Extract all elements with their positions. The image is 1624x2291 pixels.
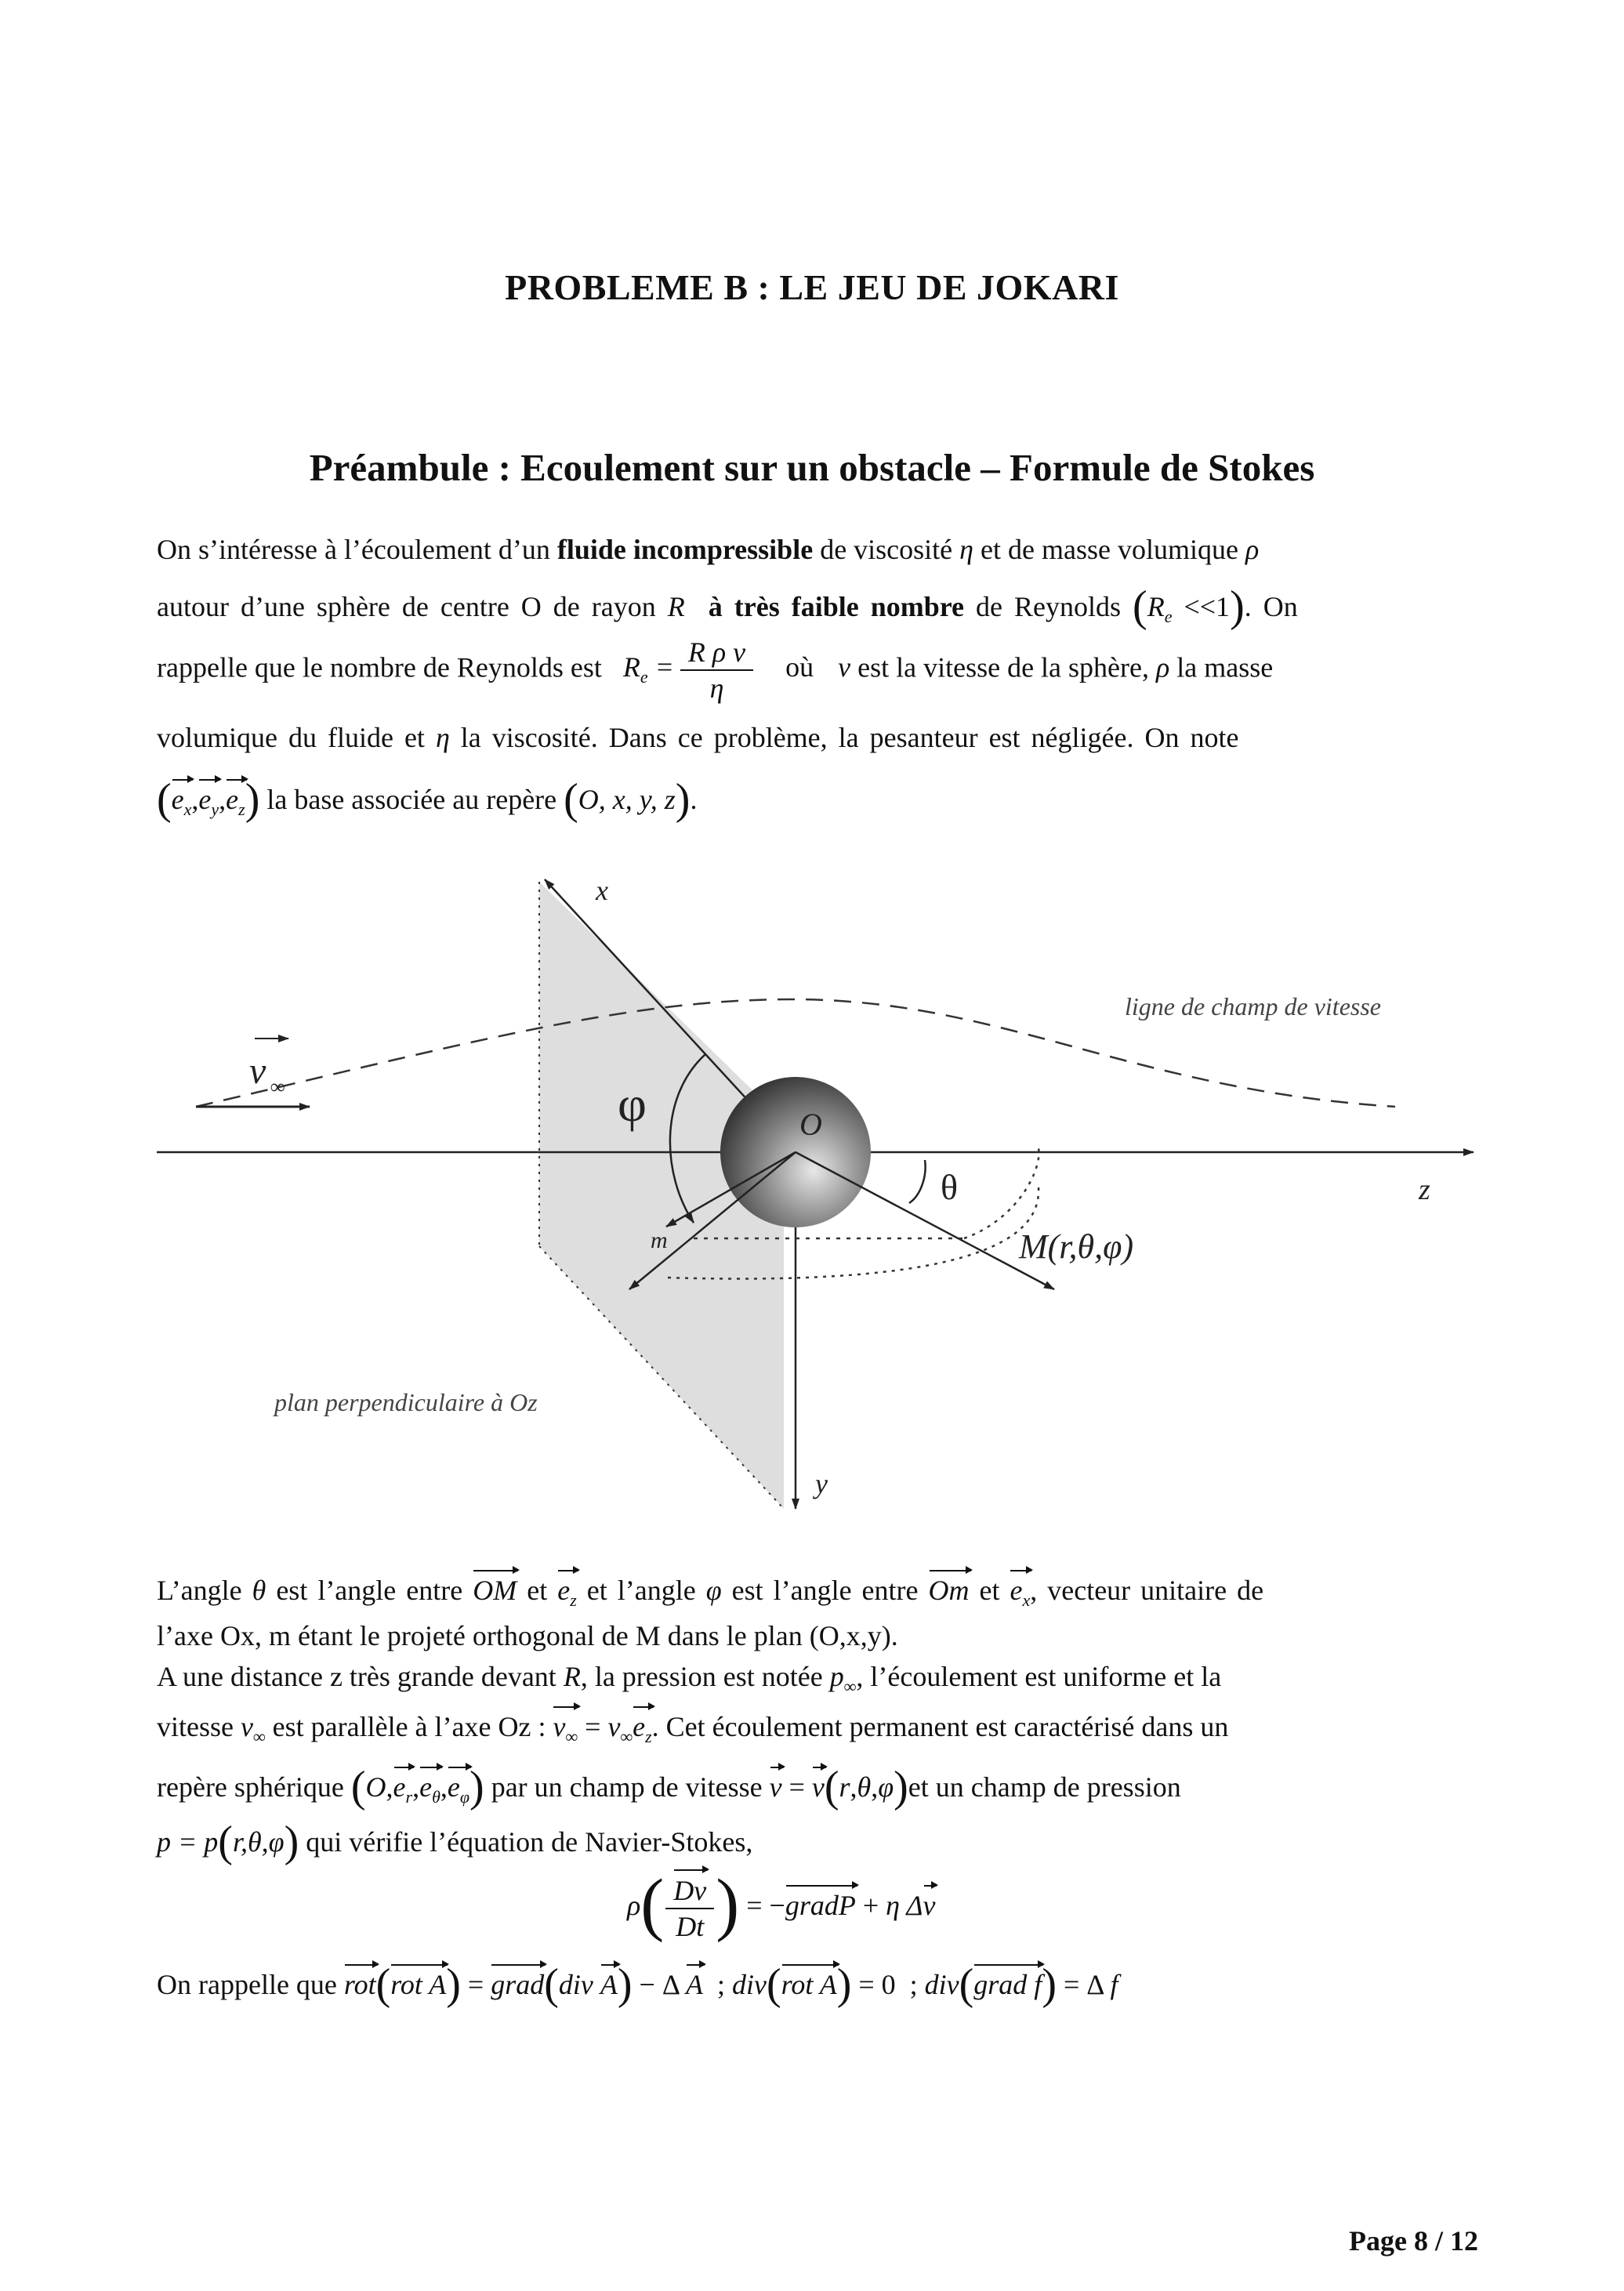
symbol-eta: η [959, 534, 974, 565]
text: de Reynolds [964, 591, 1133, 622]
problem-title: PROBLEME B : LE JEU DE JOKARI [505, 267, 1119, 307]
text: volumique du fluide et [157, 722, 425, 753]
text: On rappelle que [157, 1969, 337, 2000]
text: et [527, 1575, 548, 1606]
symbol-R: R [563, 1661, 581, 1692]
text: On s’intéresse à l’écoulement d’un [157, 534, 557, 565]
text: repère sphérique [157, 1771, 344, 1803]
spherical-basis: $(O,e_r,e_\theta,e_\varphi)$ [350, 1763, 484, 1811]
origin-label: O [799, 1107, 822, 1142]
text-bold: fluide incompressible [556, 534, 814, 565]
text: est l’angle entre [276, 1575, 463, 1606]
plane-label: plan perpendiculaire à Oz [274, 1388, 538, 1416]
section-title: Préambule : Ecoulement sur un obstacle – Formule de Stokes [309, 446, 1315, 489]
intro-line-1 [157, 533, 1259, 566]
stokes-flow-figure [0, 854, 1624, 1544]
text: où [785, 651, 814, 683]
projection-arc [964, 1148, 1039, 1238]
text: rappelle que le nombre de Reynolds est [157, 651, 602, 683]
velocity-field: v = v(r,θ,φ) [769, 1763, 908, 1811]
vector-ez: $e_z$ [557, 1575, 577, 1611]
text: . Cet écoulement permanent est caractérisé dans un [651, 1711, 1229, 1742]
v-inf-label: v [249, 1050, 266, 1092]
page-number: Page 8 / 12 [1349, 2225, 1478, 2257]
text: et un champ de pression [908, 1771, 1181, 1803]
intro-line-2 [157, 582, 1298, 632]
pressure-field: p = p(r,θ,φ) [157, 1818, 299, 1866]
text-bold: à très faible nombre [708, 591, 965, 622]
text: et de masse volumique [973, 534, 1245, 565]
symbol-eta: η [435, 722, 450, 753]
symbol-rho: ρ [1245, 534, 1260, 565]
text: , la pression est notée [580, 1661, 823, 1692]
phi-label: φ [618, 1076, 647, 1132]
reynolds-fraction: $\frac{\text{R ρ v}}{\eta}$ [680, 635, 753, 705]
intro-line-3 [157, 635, 1273, 705]
body-line-7 [157, 1959, 1118, 2010]
axis-x-label: x [596, 875, 608, 906]
theta-arc [909, 1160, 926, 1203]
text: , l’écoulement est uniforme et la [856, 1661, 1222, 1692]
symbol-R: R [667, 591, 685, 622]
symbol-p-inf: $p_\infty$ [829, 1661, 857, 1697]
streamline-label: ligne de champ de vitesse [1125, 992, 1381, 1020]
body-line-1 [157, 1574, 1263, 1611]
text: est l’angle entre [731, 1575, 919, 1606]
equation-v-inf: $v_\infty = v_\infty e_z$ [553, 1711, 652, 1747]
text: et [979, 1575, 1000, 1606]
body-line-2: l’axe Ox, m étant le projeté orthogonal de M dans le plan (O,x,y). [157, 1620, 898, 1651]
intro-line-5: $(e_x,e_y,e_z)$ la base associée au repère (O, x, y, z). [157, 775, 698, 824]
reynolds-condition: $(R_e <<1)$ [1133, 582, 1245, 631]
text: par un champ de vitesse [491, 1771, 763, 1803]
navier-stokes-equation: ρ( $\frac{Dv}{Dt}$ ) = −gradP + η Δv [627, 1865, 936, 1943]
body-line-5 [157, 1762, 1181, 1812]
text: est parallèle à l’axe Oz : [272, 1711, 546, 1742]
symbol-v-inf: $v_\infty$ [240, 1711, 266, 1747]
theta-label: θ [941, 1167, 959, 1207]
frame-O-x-y-z: (O, x, y, z) [564, 775, 691, 824]
point-m-label: m [651, 1227, 668, 1253]
text: la viscosité. Dans ce problème, la pesanteur est négligée. On note [460, 722, 1239, 753]
axis-z-label: z [1419, 1173, 1430, 1206]
body-line-6 [157, 1817, 752, 1867]
symbol-Re: $R_e$ = [622, 651, 674, 687]
text: la base associée au repère [266, 784, 557, 815]
basis-vectors: $(e_x,e_y,e_z)$ [157, 775, 260, 824]
text: qui vérifie l’équation de Navier-Stokes, [306, 1826, 753, 1858]
symbol-rho: ρ [1156, 651, 1170, 683]
body-line-3 [157, 1660, 1221, 1697]
vector-Om: Om [928, 1575, 970, 1606]
symbol-v: v [838, 651, 851, 683]
text: la masse [1176, 651, 1274, 683]
symbol-theta: θ [252, 1575, 266, 1606]
text: et l’angle [586, 1575, 696, 1606]
vector-OM: OM [473, 1575, 517, 1606]
text: L’angle [157, 1575, 242, 1606]
body-line-4 [157, 1710, 1228, 1747]
text: , vecteur unitaire de [1030, 1575, 1264, 1606]
text: de viscosité [813, 534, 960, 565]
v-inf-subscript: ∞ [270, 1075, 285, 1098]
vector-identities: rot(rot A) = grad(div A) − Δ A ; div(rot A) = 0 ; div(grad f) = Δ f [343, 1960, 1118, 2009]
axis-y-label: y [815, 1468, 828, 1499]
text: vitesse [157, 1711, 234, 1742]
text: A une distance z très grande devant [157, 1661, 556, 1692]
text: est la vitesse de la sphère, [857, 651, 1149, 683]
symbol-phi: φ [705, 1575, 722, 1606]
text: autour d’une sphère de centre O de rayon [157, 591, 668, 622]
vector-ex: $e_x$ [1010, 1575, 1031, 1611]
intro-line-4 [157, 721, 1238, 754]
text: . On [1244, 591, 1298, 622]
point-M-label: M(r,θ,φ) [1019, 1227, 1134, 1266]
